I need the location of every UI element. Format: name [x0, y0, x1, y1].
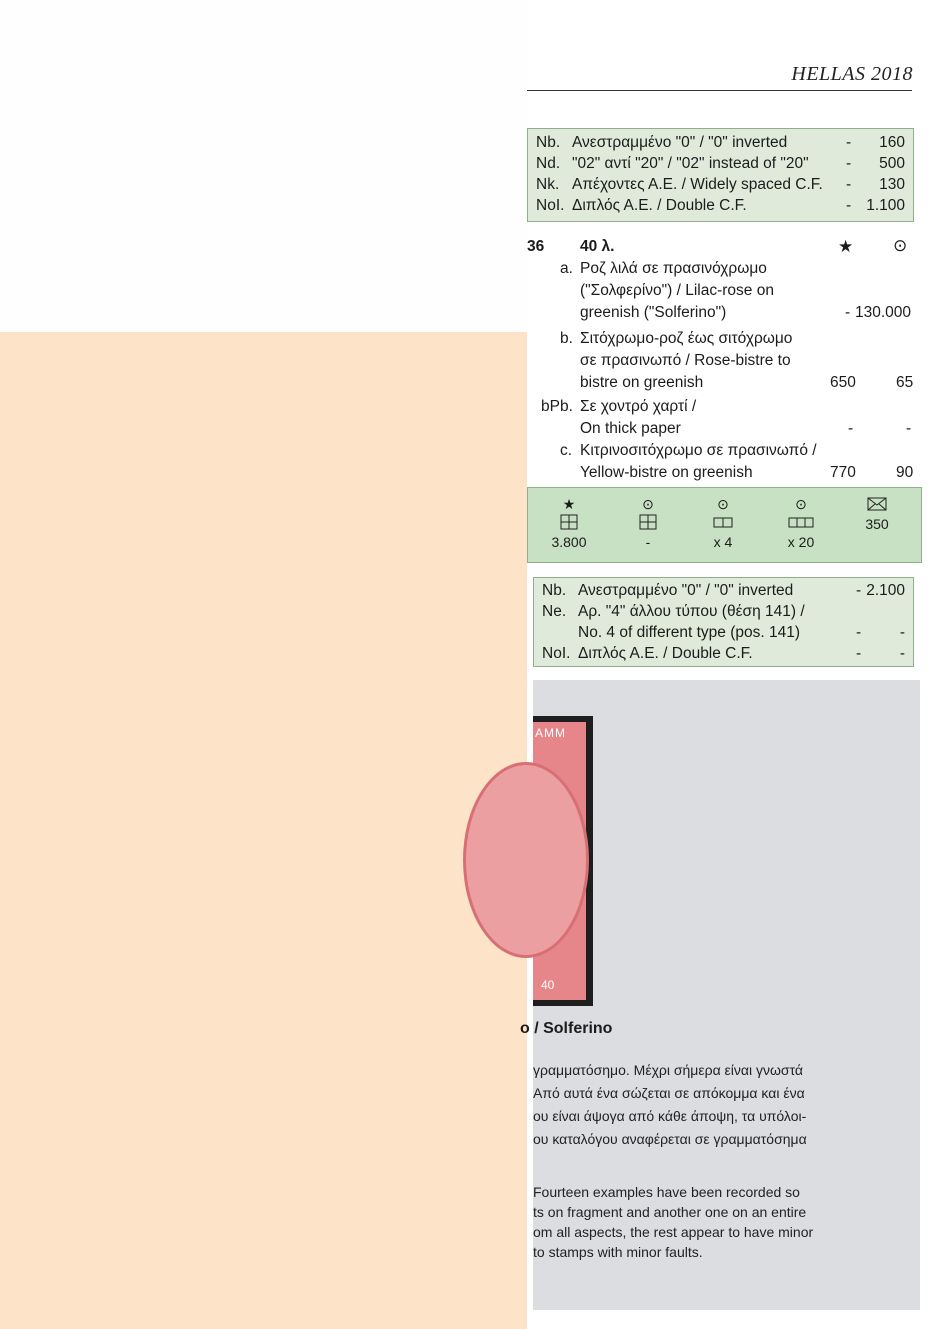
postmark-icon: ⊙: [642, 496, 654, 512]
english-text-line: om all aspects, the rest appear to have minor: [533, 1224, 814, 1240]
block-of-four-icon: [560, 514, 578, 530]
unused-star-icon: ★: [838, 237, 854, 256]
price-cell: ★ 3.800: [534, 488, 604, 550]
show-through-text: [655, 240, 659, 256]
stamp-image: ΑΜΜ 40: [533, 722, 586, 1000]
variety-row: No. 4 of different type (pos. 141) - -: [578, 624, 905, 641]
entry-text: On thick paper: [580, 420, 681, 437]
variety-row: Nk. Απέχοντες Α.Ε. / Widely spaced C.F. - 130: [536, 176, 905, 193]
price-unused: -: [848, 420, 854, 437]
star-icon: ★: [562, 496, 576, 512]
price-cell: 350: [842, 488, 912, 532]
price-cell: ⊙ x 4: [688, 488, 758, 550]
envelope-icon: [867, 496, 887, 512]
price-unused: -: [845, 304, 851, 321]
variety-row: Nd. "02" αντί "20" / "02" instead of "20" - 500: [536, 155, 905, 172]
price-used: 130.000: [855, 304, 912, 321]
entry-code: b.: [560, 330, 573, 347]
price-cell: ⊙ x 20: [766, 488, 836, 550]
greek-text-line: ου καταλόγου αναφέρεται σε γραμματόσημα: [533, 1131, 807, 1147]
blank-white-sheet: [0, 0, 530, 332]
price-used: 65: [896, 374, 914, 391]
multiples-price-box: [527, 487, 922, 563]
variety-box-2: [533, 577, 914, 667]
variety-row: Nb. Ανεστραμμένο "0" / "0" inverted - 160: [536, 134, 905, 151]
postmark-icon: ⊙: [795, 496, 807, 512]
entry-text: greenish ("Solferino"): [580, 304, 727, 321]
variety-row: Nb. Ανεστραμμένο "0" / "0" inverted - 2.100: [542, 582, 905, 599]
price-cell: ⊙ -: [613, 488, 683, 550]
entry-code: c.: [560, 442, 573, 459]
running-head: HELLAS 2018: [791, 63, 913, 85]
header-rule: [527, 90, 912, 91]
entry-code: bPb.: [541, 398, 573, 415]
price-used: -: [906, 420, 912, 437]
feature-caption: o / Solferino: [520, 1020, 613, 1037]
peach-paper-sheet: [0, 332, 533, 1329]
entry-code: a.: [560, 260, 573, 277]
entry-text: Σε χοντρό χαρτί /: [580, 398, 697, 415]
entry-denomination: 40 λ.: [580, 238, 615, 255]
used-postmark-icon: ⊙: [893, 236, 908, 255]
entry-text: Yellow-bistre on greenish: [580, 464, 753, 481]
entry-text: bistre on greenish: [580, 374, 704, 391]
entry-number: 36: [527, 238, 545, 255]
english-text-line: to stamps with minor faults.: [533, 1244, 703, 1260]
pair-icon: [713, 514, 733, 530]
greek-text-line: Από αυτά ένα σώζεται σε απόκομμα και ένα: [533, 1085, 805, 1101]
greek-text-line: γραμματόσημο. Μέχρι σήμερα είναι γνωστά: [533, 1062, 803, 1078]
variety-row: NoI. Διπλός Α.Ε. / Double C.F. - 1.100: [536, 197, 905, 214]
variety-row: Ne. Αρ. "4" άλλου τύπου (θέση 141) /: [542, 603, 805, 620]
entry-text: Ροζ λιλά σε πρασινόχρωμο: [580, 260, 767, 277]
entry-text: σε πρασινωπό / Rose-bistre to: [580, 352, 791, 369]
english-text-line: Fourteen examples have been recorded so: [533, 1184, 800, 1200]
entry-text: ("Σολφερίνο") / Lilac-rose on: [580, 282, 774, 299]
price-unused: 770: [830, 464, 856, 481]
stamp-portrait-oval: [463, 762, 589, 958]
block-of-four-icon: [639, 514, 657, 530]
entry-text: Σιτόχρωμο-ροζ έως σιτόχρωμο: [580, 330, 793, 347]
price-used: 90: [896, 464, 914, 481]
strip-of-three-icon: [788, 514, 814, 530]
english-text-line: ts on fragment and another one on an entire: [533, 1204, 807, 1220]
greek-text-line: ου είναι άψογα από κάθε άποψη, τα υπόλοι-: [533, 1108, 807, 1124]
postmark-icon: ⊙: [717, 496, 729, 512]
entry-text: Κιτρινοσιτόχρωμο σε πρασινωπό /: [580, 442, 817, 459]
variety-box-1: [527, 128, 914, 222]
variety-row: NoI. Διπλός Α.Ε. / Double C.F. - -: [542, 645, 905, 662]
price-unused: 650: [830, 374, 856, 391]
